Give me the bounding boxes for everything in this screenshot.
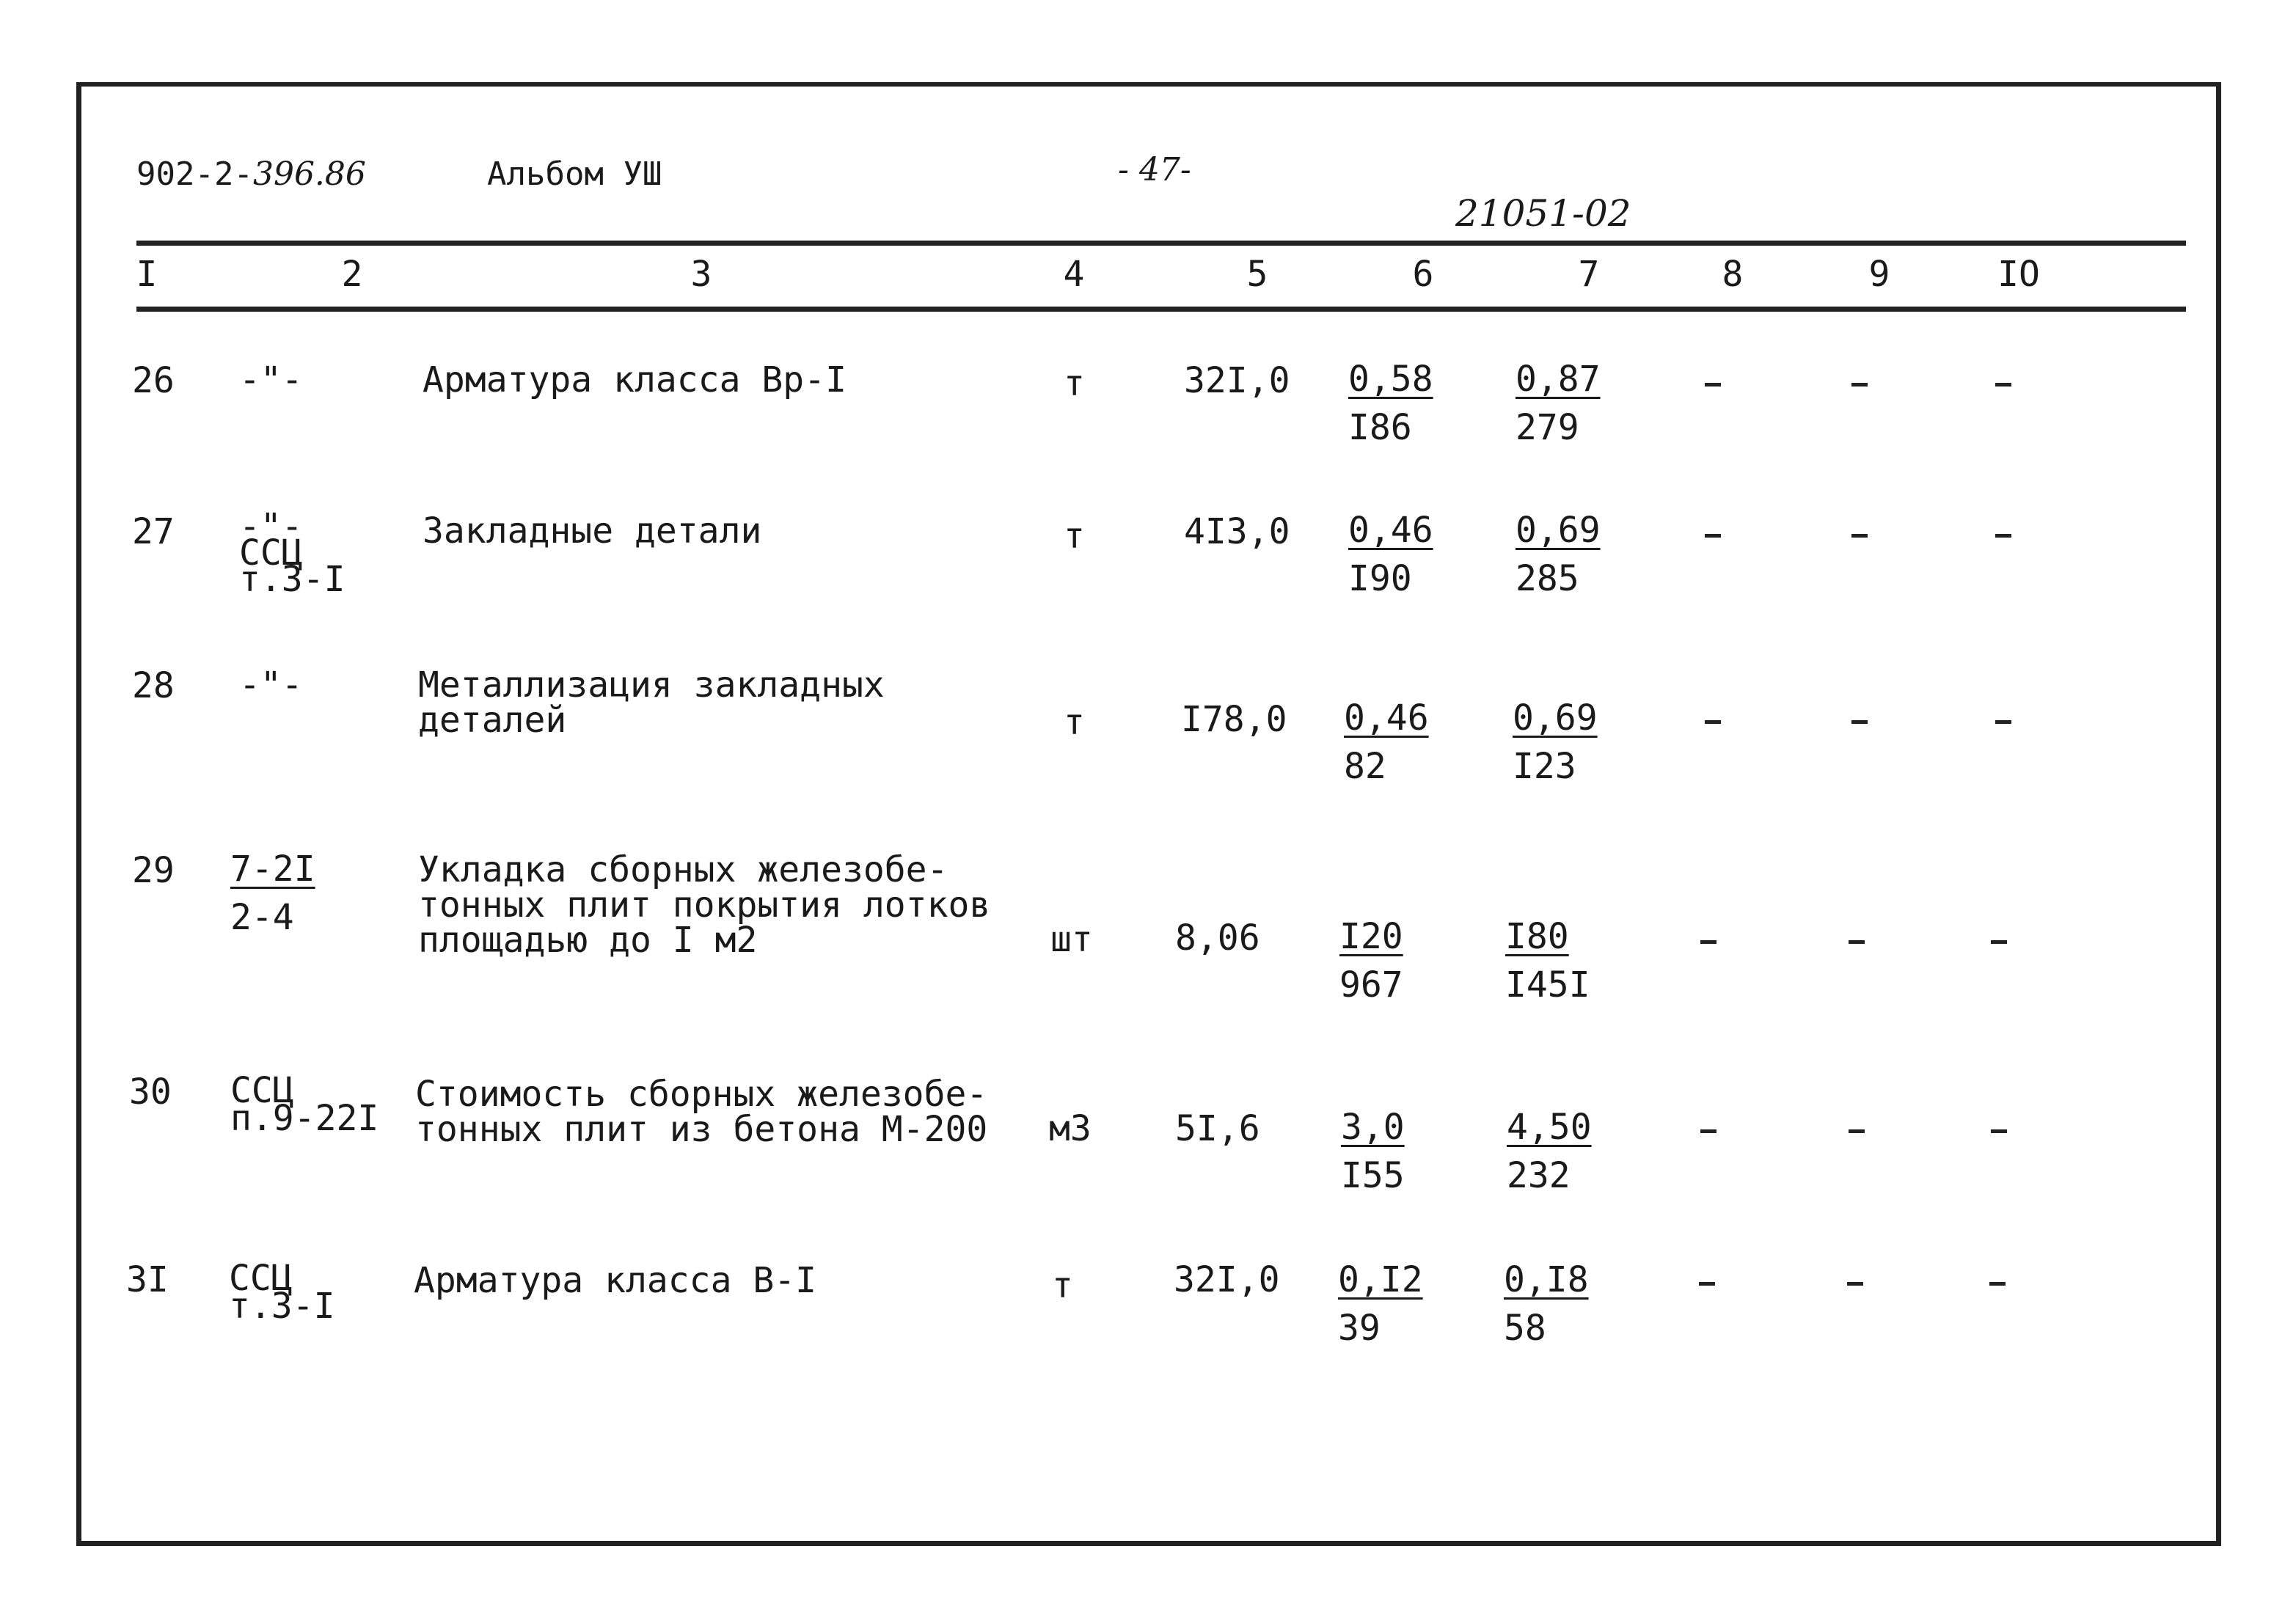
header-bottom-rule (136, 307, 2186, 312)
row-col6 (1348, 355, 1433, 452)
col7-numerator: 0,69 (1516, 510, 1601, 551)
row-unit-price: I78,0 (1181, 699, 1287, 740)
col9-dash (1849, 940, 1865, 944)
col6-numerator: 3,0 (1341, 1107, 1405, 1148)
document-frame (76, 82, 2221, 1546)
col6-denominator: I55 (1341, 1155, 1405, 1196)
col6-denominator: 39 (1338, 1308, 1381, 1349)
column-header-6: 6 (1412, 254, 1434, 295)
row-col7 (1516, 355, 1601, 452)
col8-dash (1705, 720, 1721, 724)
col6-denominator: I90 (1348, 558, 1412, 599)
row-description: Арматура класса В-I (414, 1260, 817, 1301)
row-description: Стоимость сборных железобе- тонных плит из бетона М-200 (415, 1074, 988, 1150)
document-code-handwritten: 396.86 (252, 155, 366, 193)
row-description: Укладка сборных железобе- тонных плит покрытия лотков площадью до I м2 (418, 849, 991, 961)
row-unit: т (1052, 1265, 1073, 1306)
row-reference: -"- ССЦ т.3-I (239, 506, 346, 600)
col8-dash (1700, 940, 1716, 944)
col10-dash (1989, 1282, 2006, 1286)
column-header-9: 9 (1868, 254, 1890, 295)
col7-denominator: I45I (1505, 964, 1590, 1005)
col8-dash (1705, 383, 1721, 386)
page-number: - 47- (1118, 151, 1191, 188)
col8-dash (1705, 534, 1721, 538)
col9-dash (1849, 1129, 1865, 1133)
column-header-7: 7 (1578, 254, 1600, 295)
col8-dash (1699, 1282, 1715, 1286)
col10-dash (1995, 720, 2011, 724)
column-header-4: 4 (1063, 254, 1085, 295)
row-unit: т (1064, 702, 1085, 743)
col10-dash (1991, 940, 2007, 944)
col6-denominator: 967 (1339, 964, 1403, 1005)
document-code-prefix: 902-2- (136, 155, 253, 193)
row-unit-price: 32I,0 (1184, 360, 1290, 401)
col7-numerator: 0,69 (1513, 697, 1598, 739)
row-description: Закладные детали (423, 510, 762, 552)
col9-dash (1851, 534, 1868, 538)
col10-dash (1991, 1129, 2007, 1133)
column-header-2: 2 (341, 254, 363, 295)
row-unit: м3 (1049, 1108, 1092, 1149)
row-col7 (1516, 506, 1601, 603)
col7-denominator: 232 (1507, 1155, 1571, 1196)
row-reference: ССЦ т.3-I (229, 1258, 335, 1327)
col7-numerator: 0,I8 (1504, 1259, 1589, 1300)
col10-dash (1995, 534, 2011, 538)
reference-denominator: 2-4 (230, 897, 294, 938)
column-header-5: 5 (1246, 254, 1268, 295)
col6-numerator: 0,46 (1344, 697, 1429, 739)
col6-numerator: 0,46 (1348, 510, 1433, 551)
col9-dash (1851, 383, 1868, 386)
col10-dash (1995, 383, 2011, 386)
col7-numerator: 4,50 (1507, 1107, 1592, 1148)
column-header-1: I (136, 254, 158, 295)
album-label: Альбом УШ (487, 155, 662, 193)
row-col6 (1348, 506, 1433, 603)
row-unit-price: 8,06 (1175, 917, 1260, 959)
row-col6 (1338, 1256, 1423, 1352)
row-description: Металлизация закладных деталей (418, 664, 885, 741)
col7-numerator: 0,87 (1516, 359, 1601, 400)
row-col6 (1339, 912, 1403, 1009)
row-description: Арматура класса Вр-I (423, 359, 847, 400)
row-number: 27 (132, 511, 175, 552)
col7-denominator: 285 (1516, 558, 1579, 599)
row-unit-price: 5I,6 (1175, 1108, 1260, 1149)
row-unit-price: 4I3,0 (1184, 511, 1290, 552)
reference-numerator: 7-2I (230, 849, 315, 890)
row-number: 28 (132, 665, 175, 706)
row-unit: т (1064, 363, 1085, 404)
col6-numerator: I20 (1339, 916, 1403, 957)
row-col7 (1505, 912, 1590, 1009)
row-unit: шт (1050, 919, 1093, 960)
col7-denominator: 279 (1516, 407, 1579, 448)
row-reference: ССЦ п.9-22I (230, 1070, 379, 1139)
row-unit: т (1064, 516, 1085, 557)
col8-dash (1700, 1129, 1716, 1133)
header-top-rule (136, 241, 2186, 246)
col6-denominator: I86 (1348, 407, 1412, 448)
document-number: 21051-02 (1455, 192, 1631, 235)
row-reference: -"- (239, 359, 303, 400)
row-reference (230, 845, 315, 942)
column-header-8: 8 (1722, 254, 1744, 295)
row-number: 26 (132, 360, 175, 401)
col6-numerator: 0,58 (1348, 359, 1433, 400)
column-header-10: IO (1997, 254, 2040, 295)
row-unit-price: 32I,0 (1174, 1259, 1280, 1300)
col6-numerator: 0,I2 (1338, 1259, 1423, 1300)
row-number: 30 (129, 1071, 172, 1113)
row-col7 (1513, 694, 1598, 791)
col9-dash (1847, 1282, 1863, 1286)
row-reference: -"- (239, 664, 303, 706)
row-col6 (1344, 694, 1429, 791)
col7-numerator: I80 (1505, 916, 1569, 957)
column-header-3: 3 (690, 254, 712, 295)
col6-denominator: 82 (1344, 746, 1386, 787)
row-col7 (1507, 1103, 1592, 1200)
row-number: 3I (126, 1259, 169, 1300)
col7-denominator: I23 (1513, 746, 1576, 787)
col7-denominator: 58 (1504, 1308, 1546, 1349)
row-col7 (1504, 1256, 1589, 1352)
row-col6 (1341, 1103, 1405, 1200)
row-number: 29 (132, 850, 175, 891)
document-code (136, 155, 366, 193)
col9-dash (1851, 720, 1868, 724)
